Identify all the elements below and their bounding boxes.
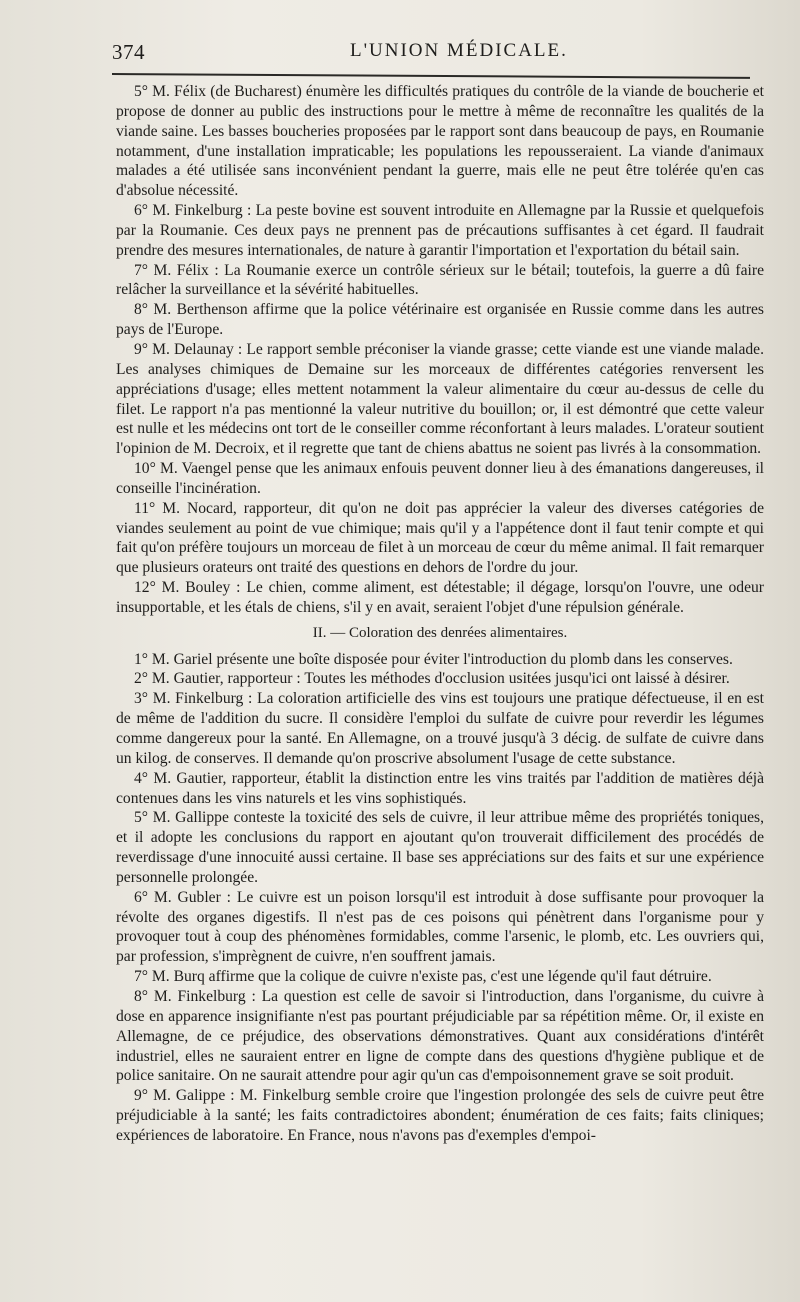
paragraph: 9° M. Delaunay : Le rapport semble préconiser la viande grasse; cette viande est une viande malade. Les analyses chimiques de Demaine sur les morceaux de différentes catégories renversent les appréciations d'usage; elles mettent notamment la valeur alimentaire du cœur au-dessus de celle du filet. Le rapport n'a pas mentionné la valeur nutritive du bouillon; or, il est démontré que cette valeur est nulle et les médecins ont tort de le conseiller comme réconfortant à leurs malades. L'orateur soutient l'opinion de M. Decroix, et il regrette que tant de chiens abattus ne soient pas livrés à la consommation.	[116, 340, 764, 458]
paragraph: 11° M. Nocard, rapporteur, dit qu'on ne doit pas apprécier la valeur des diverses catégories de viandes seulement au point de vue chimique; mais qu'il y a l'appétence dont il faut tenir compte et qui fait qu'on préfère toujours un morceau de filet à un morceau de cœur du même animal. Il fait remarquer que plusieurs orateurs ont traité des questions en dehors de l'ordre du jour.	[116, 499, 764, 577]
paragraph: 7° M. Félix : La Roumanie exerce un contrôle sérieux sur le bétail; toutefois, la guerre a dû faire relâcher la surveillance et la sévérité habituelles.	[116, 261, 764, 299]
section-title: II. — Coloration des denrées alimentaires.	[312, 624, 568, 641]
paragraph: 2° M. Gautier, rapporteur : Toutes les méthodes d'occlusion usitées jusqu'ici ont laissé à désirer.	[134, 670, 730, 688]
paragraph: 8° M. Finkelburg : La question est celle de savoir si l'introduction, dans l'organisme, du cuivre à dose en apparence insignifiante n'est pas pourtant préjudiciable par sa répétition même. Or, il existe en Allemagne, de ce préjudice, des observations démonstratives. Quant aux considérations d'intérêt industriel, elles ne sauraient entrer en ligne de compte dans des questions d'hygiène publique et de police sanitaire. On ne saurait attendre pour agir qu'un cas d'empoisonnement grave se soit produit.	[116, 987, 764, 1085]
paragraph: 10° M. Vaengel pense que les animaux enfouis peuvent donner lieu à des émanations dangereuses, il conseille l'incinération.	[116, 460, 764, 497]
paragraph: 6° M. Gubler : Le cuivre est un poison lorsqu'il est introduit à dose suffisante pour provoquer la révolte des organes digestifs. Il n'est pas de ces poisons qui pénètrent dans l'organisme pour y provoquer tout à coup des phénomènes formidables, comme l'arsenic, le plomb, etc. Les ouvriers qui, par profession, s'imprègnent de cuivre, n'en souffrent jamais.	[116, 888, 764, 966]
page-body	[116, 82, 764, 1146]
page-number: 374	[112, 40, 145, 64]
paragraph: 5° M. Gallippe conteste la toxicité des sels de cuivre, il leur attribue même des propriétés toniques, et il adopte les conclusions du rapport en ajoutant qu'on trouverait difficilement des procédés de reverdissage d'une innocuité aussi certaine. Il base ses appréciations sur des faits et sur une expérience personnelle prolongée.	[116, 809, 764, 886]
paragraph: 12° M. Bouley : Le chien, comme aliment, est détestable; il dégage, lorsqu'on l'ouvre, une odeur insupportable, et les étals de chiens, s'il y en avait, seraient l'objet d'une répulsion générale.	[116, 579, 764, 616]
paragraph: 7° M. Burq affirme que la colique de cuivre n'existe pas, c'est une légende qu'il faut détruire.	[134, 968, 712, 986]
page-header	[112, 38, 760, 66]
paragraph: 1° M. Gariel présente une boîte disposée pour éviter l'introduction du plomb dans les conserves.	[134, 650, 733, 668]
paragraph: 4° M. Gautier, rapporteur, établit la distinction entre les vins traités par l'addition de matières déjà contenues dans les vins naturels et les vins sophistiqués.	[116, 769, 764, 807]
running-title: L'UNION MÉDICALE.	[350, 40, 568, 61]
paragraph: 9° M. Galippe : M. Finkelburg semble croire que l'ingestion prolongée des sels de cuivre peut être préjudiciable à la santé; les faits contradictoires abondent; énumération de ces faits; faits cliniques; expériences de laboratoire. En France, nous n'avons pas d'exemples d'empoi-	[116, 1087, 764, 1144]
paragraph: 6° M. Finkelburg : La peste bovine est souvent introduite en Allemagne par la Russie et quelquefois par la Roumanie. Ces deux pays ne prennent pas de précautions suffisantes à cet égard. Il faudrait prendre des mesures internationales, de nature à garantir l'importation et l'exportation du bétail sain.	[116, 202, 764, 259]
paragraph: 8° M. Berthenson affirme que la police vétérinaire est organisée en Russie comme dans les autres pays de l'Europe.	[116, 301, 764, 339]
paragraph: 5° M. Félix (de Bucharest) énumère les difficultés pratiques du contrôle de la viande de boucherie et propose de donner au public des instructions pour le mettre à même de reconnaître les qualités de la viande saine. Les basses boucheries proposées par le rapport sont dans beaucoup de pays, en Roumanie notamment, d'une installation impraticable; les populations les repousseraient. La viande d'animaux malades a été utilisée sans inconvénient pendant la guerre, mais elle ne peut être tolérée qu'en cas d'absolue nécessité.	[116, 83, 764, 200]
paragraph: 3° M. Finkelburg : La coloration artificielle des vins est toujours une pratique défectueuse, il en est de même de l'addition du sucre. Il considère l'emploi du sulfate de cuivre pour reverdir les légumes comme dangereux pour la santé. En Allemagne, on a trouvé jusqu'à 3 décig. de sulfate de cuivre dans un kilog. de conserves. Il demande qu'on proscrive absolument l'usage de cette substance.	[116, 690, 764, 767]
header-rule	[112, 73, 750, 79]
